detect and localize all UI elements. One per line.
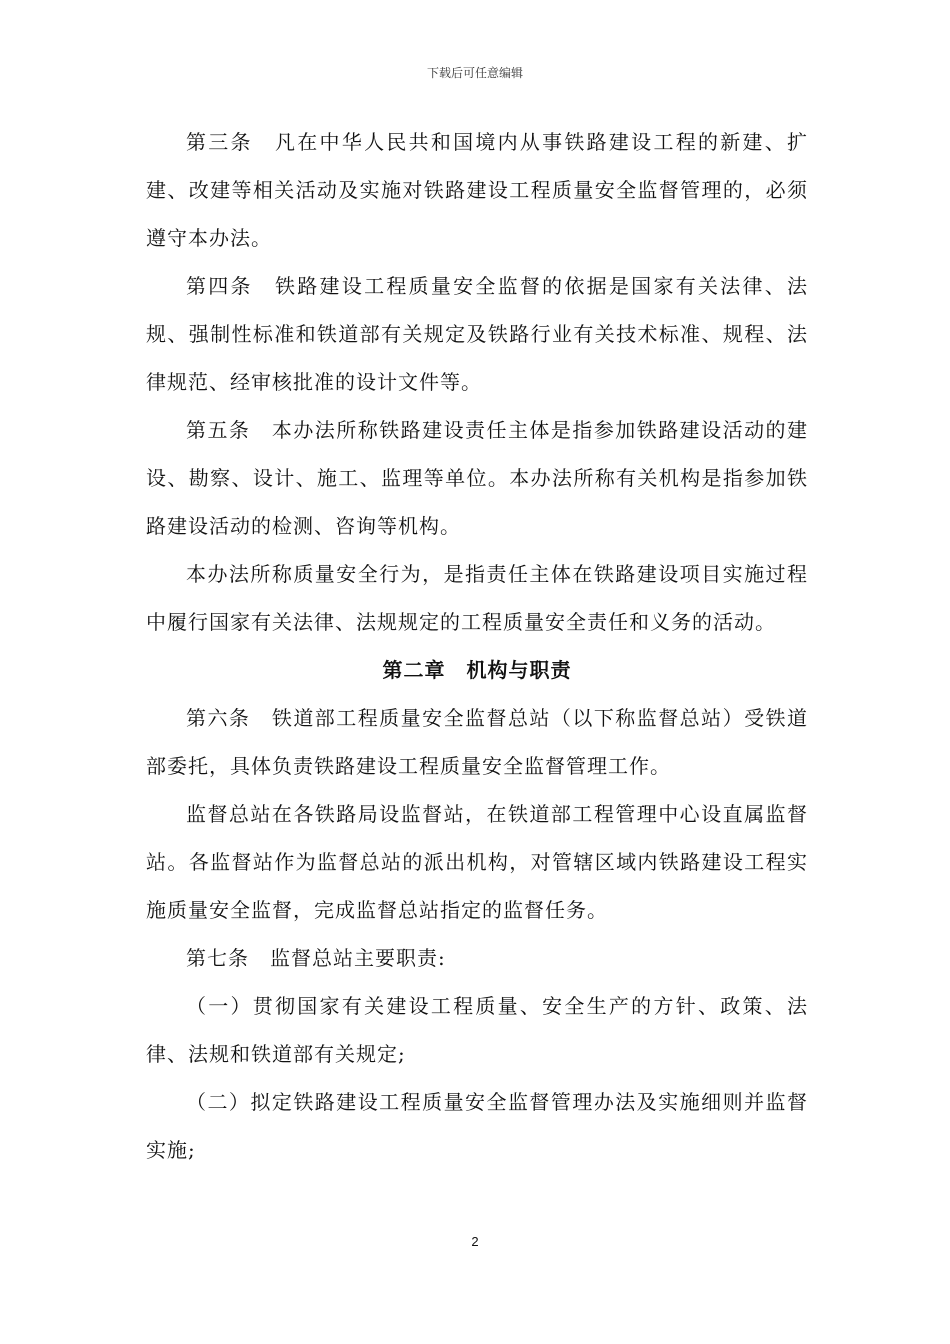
article-3-paragraph: 第三条 凡在中华人民共和国境内从事铁路建设工程的新建、扩建、改建等相关活动及实施对铁路建设工程质量安全监督管理的，必须遵守本办法。 xyxy=(146,130,808,250)
quality-safety-definition-paragraph: 本办法所称质量安全行为，是指责任主体在铁路建设项目实施过程中履行国家有关法律、法规规定的工程质量安全责任和义务的活动。 xyxy=(146,562,808,634)
header-note: 下载后可任意编辑 xyxy=(426,66,523,80)
article-6-paragraph: 第六条 铁道部工程质量安全监督总站（以下称监督总站）受铁道部委托，具体负责铁路建设工程质量安全监督管理工作。 xyxy=(146,706,808,778)
document-body xyxy=(146,118,808,1174)
page-number: 2 xyxy=(471,1234,479,1249)
article-5-paragraph: 第五条 本办法所称铁路建设责任主体是指参加铁路建设活动的建设、勘察、设计、施工、监理等单位。本办法所称有关机构是指参加铁路建设活动的检测、咨询等机构。 xyxy=(146,418,808,538)
duty-item-2: （二）拟定铁路建设工程质量安全监督管理办法及实施细则并监督实施; xyxy=(146,1090,808,1162)
duty-item-1: （一）贯彻国家有关建设工程质量、安全生产的方针、政策、法律、法规和铁道部有关规定; xyxy=(146,994,808,1066)
article-7-paragraph: 第七条 监督总站主要职责: xyxy=(186,946,446,970)
chapter-title: 第二章 机构与职责 xyxy=(382,658,572,682)
supervision-stations-paragraph: 监督总站在各铁路局设监督站，在铁道部工程管理中心设直属监督站。各监督站作为监督总站的派出机构，对管辖区域内铁路建设工程实施质量安全监督，完成监督总站指定的监督任务。 xyxy=(146,802,808,922)
article-4-paragraph: 第四条 铁路建设工程质量安全监督的依据是国家有关法律、法规、强制性标准和铁道部有关规定及铁路行业有关技术标准、规程、法律规范、经审核批准的设计文件等。 xyxy=(146,274,808,394)
